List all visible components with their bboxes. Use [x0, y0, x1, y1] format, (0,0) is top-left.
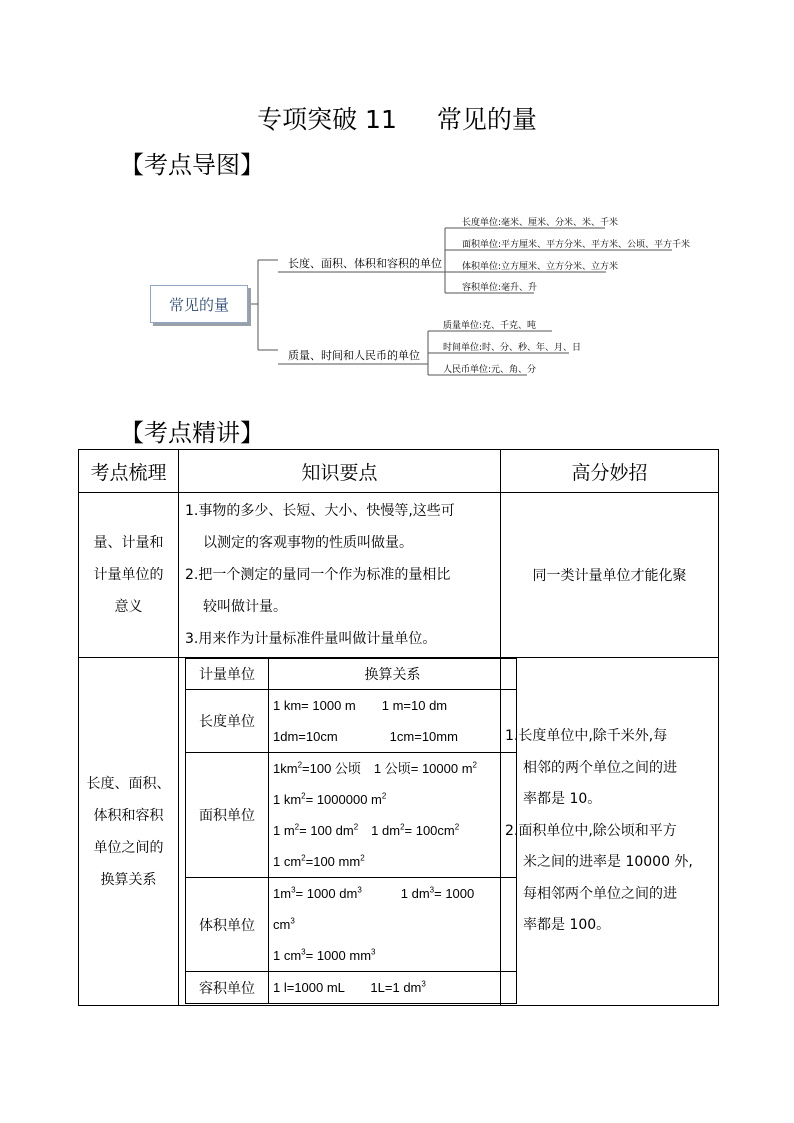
relation-cell	[269, 972, 517, 1004]
knowledge-cell	[179, 493, 501, 658]
tip-line: 率都是 10。	[523, 791, 602, 808]
mind-map-branch-units: 长度、面积、体积和容积的单位	[288, 257, 442, 270]
conversion-header-unit: 计量单位	[186, 659, 269, 690]
table-row	[79, 493, 719, 658]
topic-cell	[79, 658, 179, 1006]
tip-line: 率都是 100。	[523, 917, 611, 934]
relation-cell	[269, 753, 517, 878]
conversion-header-relation: 换算关系	[269, 659, 517, 690]
tip-cell: 同一类计量单位才能化聚	[501, 493, 719, 658]
knowledge-point: 3.用来作为计量标准件量叫做计量单位。	[185, 631, 437, 647]
unit-label: 体积单位	[186, 878, 269, 972]
knowledge-point: 2.把一个测定的量同一个作为标准的量相比	[185, 567, 451, 583]
topic-line: 换算关系	[100, 871, 157, 888]
mind-map-branch-other: 质量、时间和人民币的单位	[288, 349, 420, 362]
topic-cell	[79, 493, 179, 658]
page-title	[0, 100, 794, 136]
table-row	[79, 658, 719, 1006]
mind-map-leaf: 面积单位:平方厘米、平方分米、平方米、公顷、平方千米	[462, 240, 691, 250]
relation-line: 1 $km^2= 1000000$ $m^2$	[273, 791, 387, 807]
mind-map-leaf: 时间单位:时、分、秒、年、月、日	[443, 343, 582, 353]
topic-line: 计量单位的	[93, 567, 164, 583]
relation-cell	[269, 690, 517, 753]
knowledge-point: 1.事物的多少、长短、大小、快慢等,这些可	[185, 503, 455, 519]
relation-line: 1 $m^2= 100$ $dm^2$ 1 $dm^2= 100cm^2$	[273, 822, 460, 838]
knowledge-point-cont: 较叫做计量。	[203, 599, 287, 615]
mind-map-leaf: 体积单位:立方厘米、立方分米、立方米	[462, 262, 619, 272]
section-heading-lecture: 【考点精讲】	[120, 419, 264, 447]
relation-line: 1dm=10cm 1cm=10mm	[273, 729, 458, 744]
relation-cell	[269, 878, 517, 972]
relation-line: 1 l=1000 mL 1L=1 $dm^3$	[273, 979, 426, 995]
relation-line: $1km^2=100$ 公顷 1 公顷= 10000 $m^2$	[273, 760, 477, 776]
topic-line: 长度、面积、	[86, 775, 171, 792]
topic-line: 体积和容积	[93, 807, 164, 824]
tip-line: 1.长度单位中,除千米外,每	[505, 728, 668, 745]
mind-map-leaf: 质量单位:克、千克、吨	[443, 321, 537, 331]
relation-line: $cm^3$	[273, 916, 295, 932]
conversion-row-length	[186, 690, 517, 753]
mind-map-leaf: 容积单位:毫升、升	[462, 283, 538, 293]
lecture-table	[78, 449, 719, 1006]
conversion-row-area	[186, 753, 517, 878]
tip-line: 2.面积单位中,除公顷和平方	[505, 822, 677, 839]
conversion-row-volume	[186, 878, 517, 972]
knowledge-point-cont: 以测定的客观事物的性质叫做量。	[203, 535, 413, 551]
header-knowledge: 知识要点	[179, 450, 501, 493]
topic-line: 意义	[114, 599, 143, 615]
tip-line: 米之间的进率是 10000 外,	[523, 854, 693, 871]
title-part2: 常见的量	[436, 105, 537, 134]
section-heading-mindmap: 【考点导图】	[120, 151, 264, 179]
relation-line: 1 $cm^2=100$ $mm^2$	[273, 853, 365, 869]
unit-label: 容积单位	[186, 972, 269, 1004]
relation-line: 1 km= 1000 m 1 m=10 dm	[273, 698, 448, 713]
mind-map-leaf: 人民币单位:元、角、分	[443, 365, 537, 375]
conversion-table	[185, 658, 517, 1004]
conversion-row-capacity	[186, 972, 517, 1004]
mind-map	[0, 200, 794, 390]
table-header-row	[79, 450, 719, 493]
topic-line: 量、计量和	[93, 535, 164, 551]
tip-line: 相邻的两个单位之间的进	[523, 759, 677, 776]
relation-line: 1 $cm^3= 1000$ $mm^3$	[273, 947, 376, 963]
header-tips: 高分妙招	[501, 450, 719, 493]
relation-line: $1m^3= 1000$ $dm^3$ 1 $dm^3= 1000$	[273, 885, 475, 901]
conversion-header-row	[186, 659, 517, 690]
conversion-cell	[179, 658, 501, 1006]
title-part1: 专项突破 11	[257, 105, 397, 134]
unit-label: 面积单位	[186, 753, 269, 878]
mind-map-root: 常见的量	[150, 285, 248, 323]
unit-label: 长度单位	[186, 690, 269, 753]
tips-cell	[501, 658, 719, 1006]
mind-map-leaf: 长度单位:毫米、厘米、分米、米、千米	[462, 218, 619, 228]
tip-line: 每相邻两个单位之间的进	[523, 885, 677, 902]
header-topic: 考点梳理	[79, 450, 179, 493]
topic-line: 单位之间的	[93, 839, 164, 856]
